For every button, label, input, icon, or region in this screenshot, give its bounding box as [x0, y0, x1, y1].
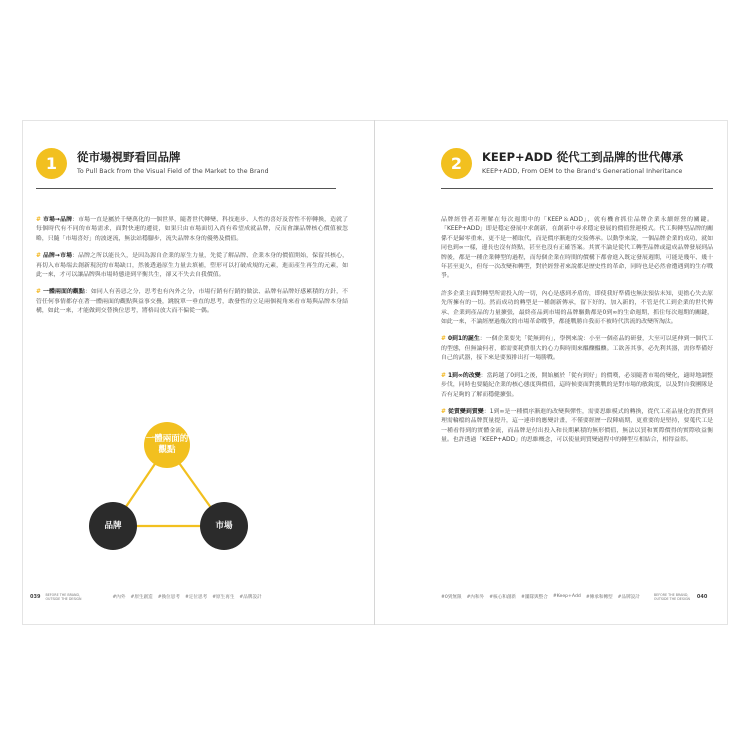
- section-subtitle: To Pull Back from the Visual Field of the Market to the Brand: [77, 168, 269, 175]
- book-title: [654, 593, 692, 601]
- right-body: [441, 216, 713, 446]
- tag: #品牌設計: [239, 595, 262, 600]
- tag: #核心和創新: [489, 595, 517, 600]
- tag: #內和外: [466, 595, 485, 600]
- tag: #0到無限: [441, 595, 462, 600]
- diagram-node-market: 市場: [200, 502, 248, 550]
- intro-paragraph: 品牌經營者若理解在每次週期中的「KEEP＆ADD」，就有機會抓住品牌企業永續經營的關鍵。「KEEP+ADD」即是穩定發展中求創新，在創新中尋求穩定發展的價值營運模式。代工與轉型品牌的關係不是歸零重來，更不是一種取代，而是價序漸進的交接傳承。以動學來說，一個品牌企業的成功，就如同也到∞一樣，邊長也沒有終點，甚至也沒有正確答案。其實不論是從代工轉型品牌或還成品牌發展到品牌後，都是一種企業轉型的過程，而每個企業在時間的價構下都會進入既定發展週期，可能是幾年、幾十年甚至更久，但每一次改變和轉型，對於經營者來說都是歷史性的革命，同時也是必然會遭遇到的生存戰爭。: [441, 217, 713, 280]
- brand-market-diagram: [85, 420, 255, 560]
- hash-marker: #: [36, 289, 41, 296]
- book-title-line: BEFORE THE BRAND,: [653, 593, 689, 597]
- book-title-line: BEFORE THE BRAND,: [45, 593, 81, 597]
- point-paragraph: [441, 408, 713, 446]
- paragraph-heading: 一體兩面的觀點: [42, 289, 85, 296]
- page-number: 039: [30, 594, 41, 600]
- diagram-node-brand: 品牌: [89, 502, 137, 550]
- section-number-badge: 2: [441, 148, 472, 179]
- right-footer: [441, 590, 707, 604]
- tag: #Keep+Add: [552, 594, 581, 599]
- point-paragraph: [441, 335, 713, 363]
- section-header: [36, 148, 269, 179]
- hash-marker: #: [441, 372, 446, 379]
- right-page: [375, 120, 728, 625]
- tag-list: [441, 594, 640, 600]
- tag: #傳承和轉型: [585, 595, 613, 600]
- book-title: [45, 593, 83, 601]
- tag: #內外: [112, 595, 126, 600]
- paragraph: [36, 288, 348, 316]
- hash-marker: #: [441, 336, 446, 343]
- point-heading: 1到∞的改變: [447, 372, 481, 379]
- section-header: [441, 148, 683, 179]
- point-paragraph: [441, 372, 713, 400]
- left-footer: [30, 590, 262, 604]
- paragraph-heading: 品牌→市場: [42, 253, 73, 260]
- header-rule: [36, 188, 336, 189]
- page-number: 040: [696, 594, 708, 600]
- intro-paragraph: 許多企業主面對轉型所需投入的一切，內心是感到矛盾的，即使我好準備也無法預估未知，更擔心失去原先所擁有的一切。然而成功的轉型是一種創新傳承，留下好的、加入新的，不管是代工到企業的世代傳承、企業到產品的力量擴張，最終產品到市場的品牌驅動都是0到∞的生命週期，抓住每次週期的關鍵，如此一來，不論經歷過幾次的市場革命戰爭，都能戰勝自我而不被時代洪流的改變所淘汰。: [441, 290, 713, 326]
- tag: #團隊與整合: [521, 595, 548, 600]
- hash-marker: #: [36, 253, 41, 260]
- section-number-badge: 1: [36, 148, 67, 179]
- header-rule: [441, 188, 713, 189]
- diagram-node-viewpoint: 一體兩面的觀點: [144, 422, 190, 468]
- hash-marker: #: [36, 217, 41, 223]
- paragraph-text: ：如同人有善惡之分，思考也有內外之分，市場行銷有行銷的做法、品牌有品牌好感累積的方針，不管任何事情都存在著一體兩面的觀點與益事交疊，跳脫單一垂直的思考，敢發性的立足兩個視角來看市場與品牌本身結構，如此一來，才能做到交替換位思考，將格局放大而不偏從一偶。: [36, 289, 349, 315]
- hash-marker: #: [441, 408, 446, 415]
- tag: #品牌設計: [617, 595, 640, 600]
- section-title: 從市場視野看回品牌: [77, 150, 181, 164]
- section-subtitle: KEEP+ADD, From OEM to the Brand's Generational Inheritance: [482, 168, 683, 175]
- point-text: ：當跨越了0到1之後，開始屬於「從有到好」的價嘆，必須隨著市場的變化，適時地調整步伐，同時也要隨紀企業的核心態度與價值，這時候要面對挑戰的是對市場的敏銳度，以及對自我團隊是否有足夠的了解而穩健擴張。: [441, 372, 713, 398]
- book-title-line: OUTSIDE THE DESIGN: [45, 597, 82, 601]
- point-text: ：1到∞是一種價序漸進的改變與彈性，需要思維模式的轉換，從代工產品量化的質費到理需輪檔的品牌質量提升，這一連串的應變計畫，不僅要經歷一段陣痛期，更重要的是堅持，要蒐代工是一種看得到的實體金流，而品牌是付出投入和長期累積的無形價值，無法以買和實際價得的實際收益衡量。也許透過「KEEP+ADD」的思維概念，可以使量到質變過程中的轉型互相結合，相得益彰。: [441, 408, 713, 444]
- point-text: ：一個企業要先「從無到有」，學例來說：小至一個產品的研發，大至可以延伸到一個代工的型態，但無論何者，都需要耗費很大的心力與時間來醞釀醞釀。工欲善其事，必先利其器，需你準備好自己的武器，接下來是要預排出打一場勝戰。: [441, 336, 713, 362]
- tag: #定位思考: [184, 595, 208, 600]
- left-body: [36, 216, 348, 317]
- section-title: KEEP+ADD 從代工到品牌的世代傳承: [482, 150, 684, 164]
- paragraph-text: ：品牌之所以能長久，是因為源自企業的原生力量，先從了解品牌、企業本身的價值開始，保留其核心，再切入市場端去創新現況的市場缺口，然後透過原生力量去填補，塑形可以打破成規的元素，進而產生再生的元素，如此一來，才可以讓品牌與市場時態達到平衡共生，卻又不失去自我價值。: [36, 253, 348, 279]
- tag-list: [112, 594, 261, 600]
- tag: #原生再生: [212, 595, 235, 600]
- left-page: [22, 120, 374, 625]
- tag: #換位思考: [157, 595, 180, 600]
- book-title-line: OUTSIDE THE DESIGN: [653, 597, 690, 601]
- paragraph: [36, 252, 348, 280]
- point-heading: 0到1的誕生: [447, 336, 480, 343]
- paragraph-heading: 市場→品牌: [42, 217, 73, 223]
- paragraph-text: ：市場一直是屬於千變萬化的一個世界，隨著世代轉變、科技進步、人性的喜好及習性不停轉換，造就了每個時代有不同的市場需求，面對快速的遷徙，如果只由市場面切入尚有希望成就品牌，反而會讓品牌核心價值被忽略，只隨「市場喜好」的波逐流，無法站穩腳步，流失品牌本身的優勢及價值。: [36, 217, 348, 242]
- paragraph: [36, 216, 348, 244]
- point-heading: 從質變到質變: [447, 408, 484, 415]
- tag: #原生創造: [130, 595, 153, 600]
